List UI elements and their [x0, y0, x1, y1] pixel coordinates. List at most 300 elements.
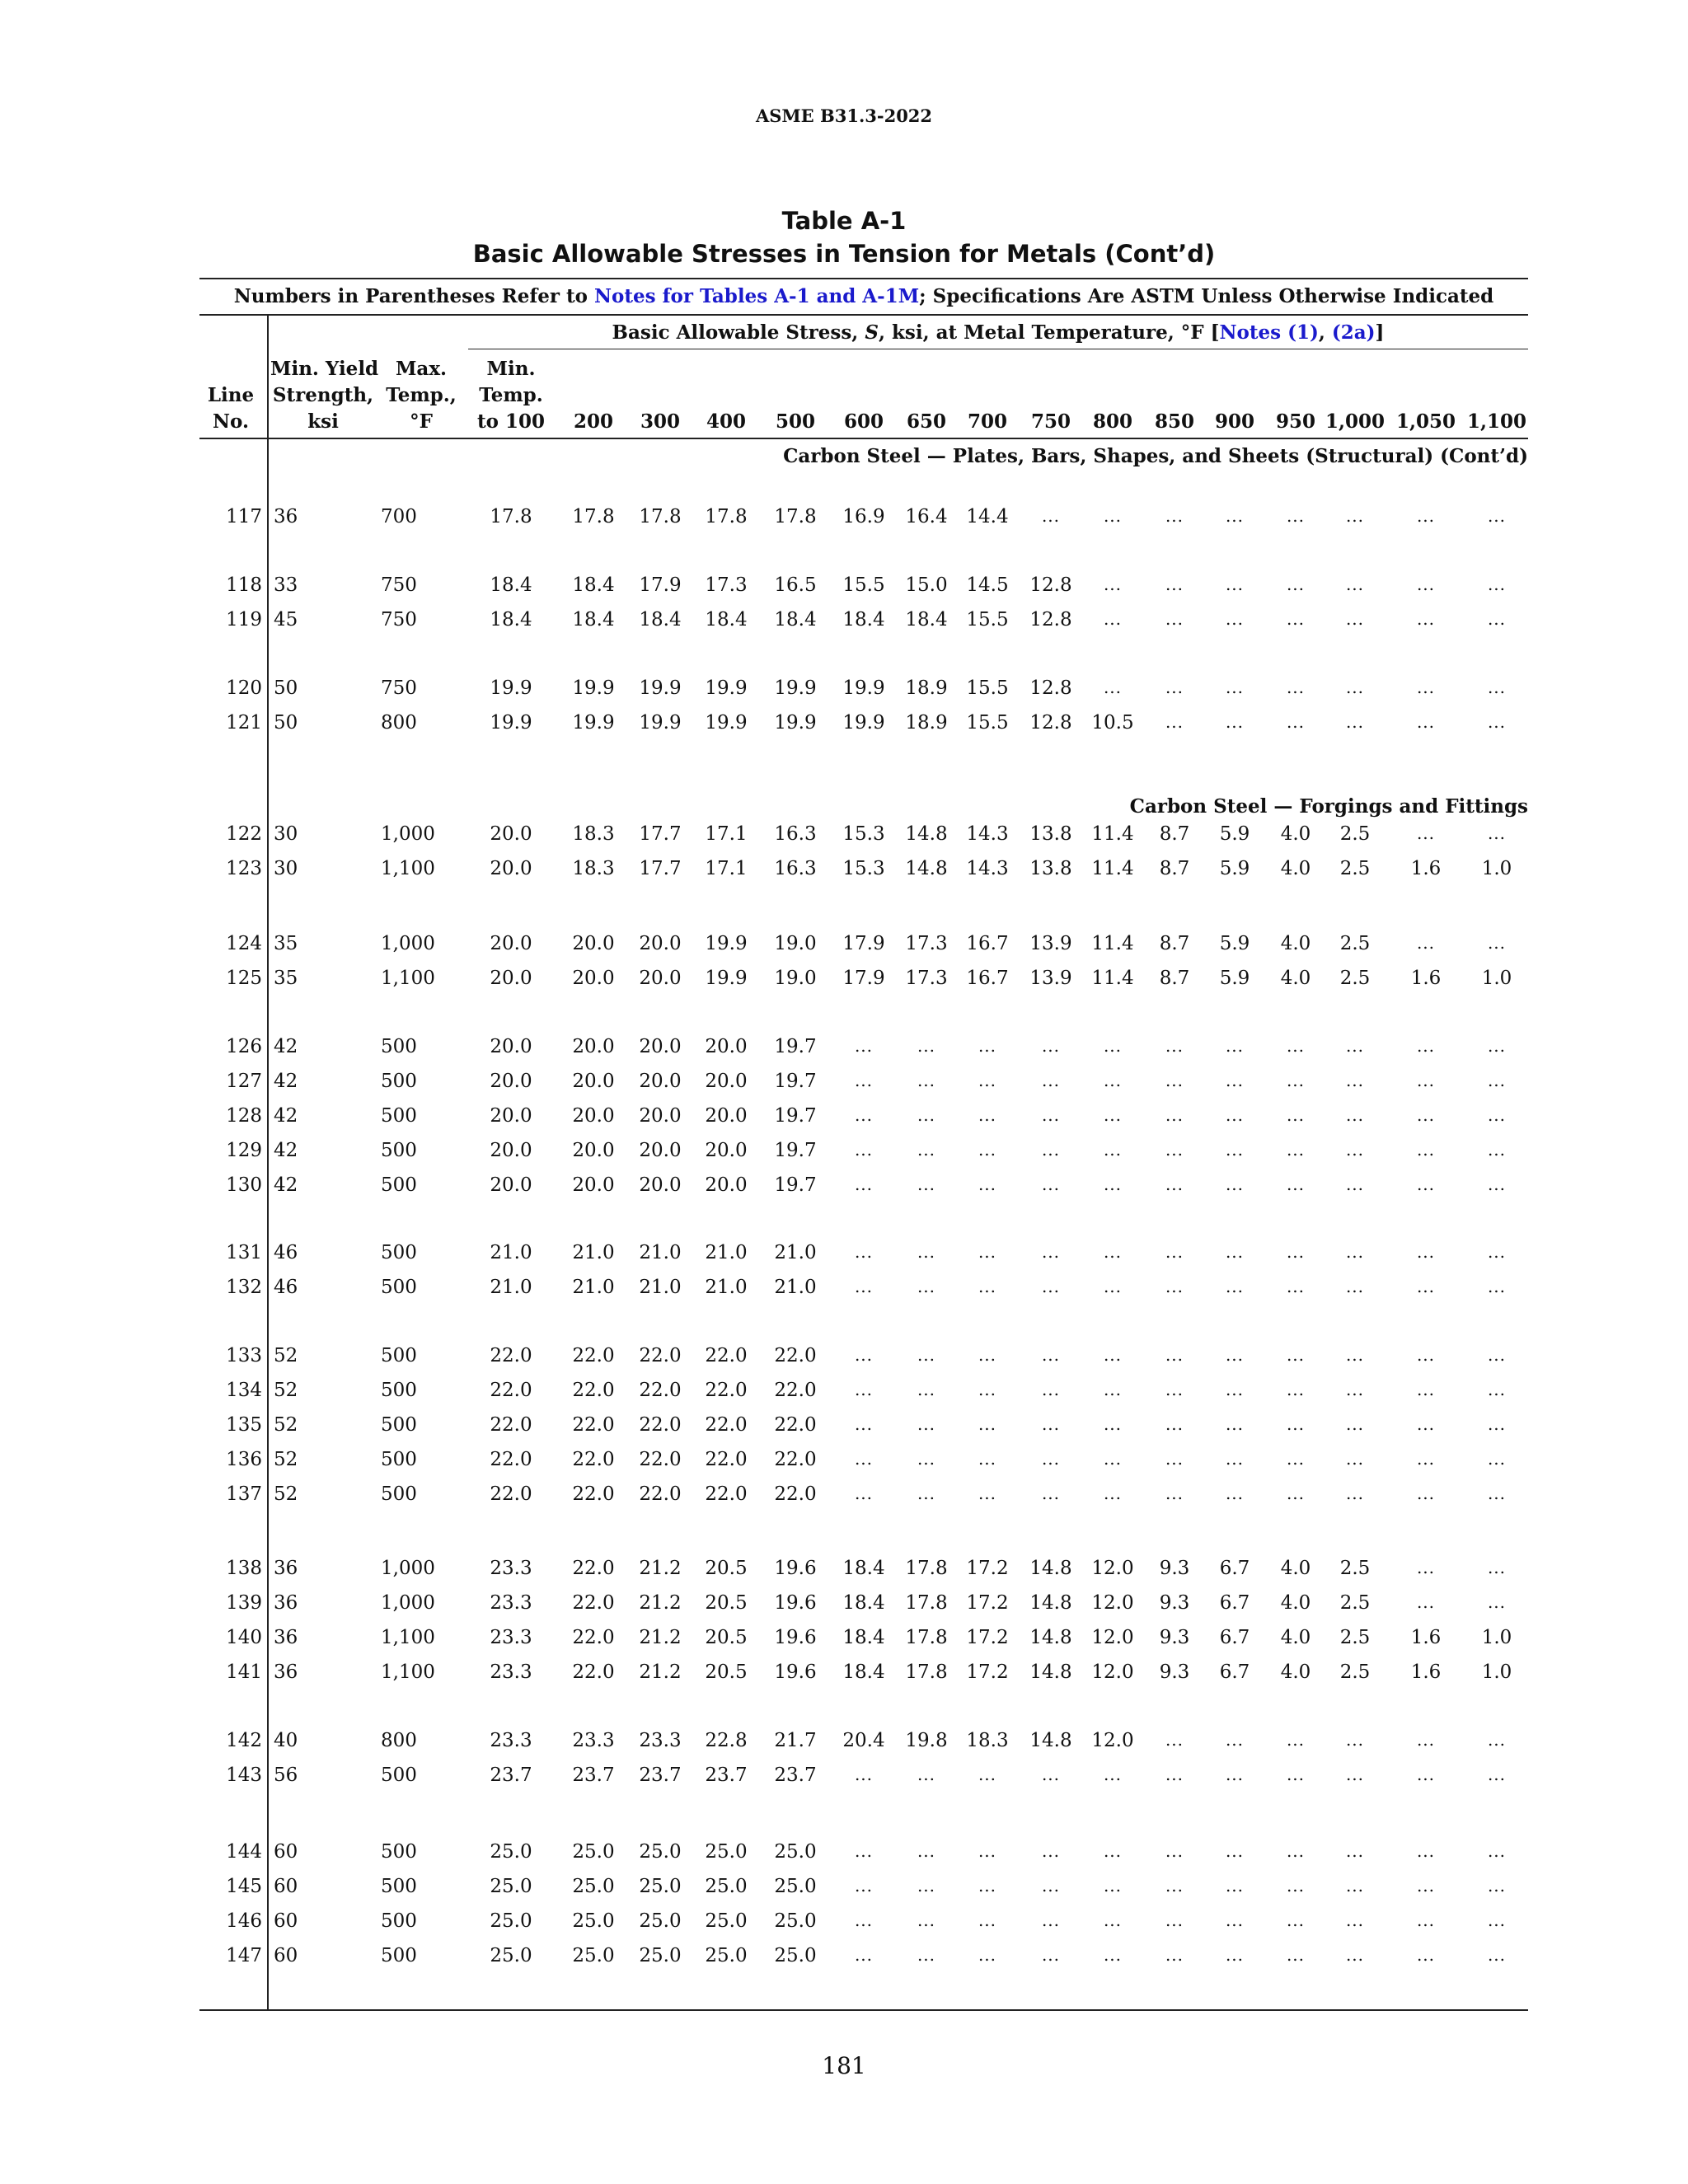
stress-cell: 19.0 [774, 933, 817, 954]
stress-cell: 20.0 [572, 968, 615, 989]
stress-cell: 19.6 [774, 1558, 817, 1579]
stress-cell: 17.2 [966, 1627, 1009, 1648]
stress-cell: 22.0 [572, 1483, 615, 1505]
stress-cell: ... [1286, 1876, 1306, 1896]
stress-cell: ... [1487, 1876, 1507, 1896]
stress-cell: 18.9 [905, 712, 948, 733]
header-temp-3: 500 [775, 410, 815, 433]
notes-banner-suffix: ; Specifications Are ASTM Unless Otherwise Indicated [919, 285, 1494, 307]
stress-cell: ... [978, 1945, 997, 1965]
stress-cell: ... [1416, 1592, 1436, 1612]
stress-cell: ... [1286, 506, 1306, 526]
stress-cell: 1.0 [1481, 1627, 1512, 1648]
stress-cell: 18.4 [842, 1592, 885, 1614]
stress-cell: ... [1286, 1449, 1306, 1469]
stress-cell: ... [917, 1105, 936, 1125]
stress-cell: ... [1416, 1910, 1436, 1930]
stress-cell: ... [1487, 1174, 1507, 1194]
stress-cell: 16.3 [774, 858, 817, 879]
max-temp-cell: 500 [381, 1140, 417, 1161]
stress-cell: ... [1345, 1945, 1365, 1965]
line-number: 127 [226, 1071, 262, 1092]
max-temp-cell: 1,100 [381, 858, 435, 879]
stress-cell: ... [1103, 1841, 1123, 1861]
stress-cell: 17.8 [774, 506, 817, 527]
stress-cell: ... [854, 1242, 874, 1262]
stress-cell: 20.0 [490, 1036, 532, 1057]
max-temp-cell: 500 [381, 1449, 417, 1470]
max-temp-cell: 500 [381, 1277, 417, 1298]
stress-cell: ... [1041, 1242, 1061, 1262]
stress-cell: 17.9 [639, 574, 682, 596]
stress-cell: ... [1225, 1730, 1245, 1750]
stress-cell: 25.0 [774, 1910, 817, 1932]
stress-cell: ... [1487, 1036, 1507, 1056]
stress-cell: ... [854, 1140, 874, 1160]
stress-cell: 6.7 [1219, 1627, 1250, 1648]
stress-cell: ... [1345, 1277, 1365, 1296]
line-number: 140 [226, 1627, 262, 1648]
max-temp-cell: 1,000 [381, 1558, 435, 1579]
stress-cell: 18.4 [842, 609, 885, 630]
stress-cell: ... [1103, 1945, 1123, 1965]
stress-cell: 8.7 [1159, 858, 1190, 879]
stress-cell: 17.1 [705, 858, 748, 879]
stress-cell: 1.0 [1481, 968, 1512, 989]
stress-cell: ... [1345, 574, 1365, 594]
line-number: 132 [226, 1277, 262, 1298]
stress-cell: 2.5 [1339, 1627, 1371, 1648]
stress-cell: ... [1416, 933, 1436, 953]
stress-cell: ... [1103, 506, 1123, 526]
line-number: 130 [226, 1174, 262, 1196]
max-temp-cell: 800 [381, 1730, 417, 1751]
stress-cell: 12.0 [1091, 1592, 1134, 1614]
stress-cell: 25.0 [774, 1876, 817, 1897]
stress-cell: 20.0 [705, 1140, 748, 1161]
stress-cell: 20.0 [490, 1140, 532, 1161]
stress-cell: 20.0 [639, 1036, 682, 1057]
stress-cell: ... [1345, 506, 1365, 526]
max-temp-cell: 1,000 [381, 823, 435, 845]
stress-cell: 21.0 [572, 1277, 615, 1298]
stress-cell: 21.0 [774, 1277, 817, 1298]
stress-cell: 9.3 [1159, 1661, 1190, 1683]
stress-cell: 17.7 [639, 823, 682, 845]
stress-cell: ... [1286, 1945, 1306, 1965]
stress-cell: 5.9 [1219, 858, 1250, 879]
stress-cell: ... [978, 1071, 997, 1090]
line-number: 128 [226, 1105, 262, 1127]
stress-cell: 25.0 [705, 1841, 748, 1863]
stress-cell: ... [1487, 1558, 1507, 1577]
stress-cell: 17.8 [905, 1592, 948, 1614]
stress-cell: ... [854, 1277, 874, 1296]
note-2a-link[interactable]: (2a) [1331, 321, 1376, 344]
running-head: ASME B31.3-2022 [755, 105, 933, 126]
stress-cell: ... [978, 1910, 997, 1930]
stress-cell: ... [1103, 1876, 1123, 1896]
stress-cell: 22.0 [572, 1380, 615, 1401]
stress-cell: 18.4 [842, 1661, 885, 1683]
stress-cell: 19.6 [774, 1627, 817, 1648]
stress-cell: 22.0 [774, 1483, 817, 1505]
stress-cell: ... [1345, 1242, 1365, 1262]
stress-cell: 13.8 [1029, 858, 1072, 879]
stress-cell: 22.0 [774, 1345, 817, 1366]
stress-cell: ... [1416, 1242, 1436, 1262]
line-number: 129 [226, 1140, 262, 1161]
line-number: 138 [226, 1558, 262, 1579]
stress-cell: ... [1487, 1945, 1507, 1965]
stress-cell: 18.4 [774, 609, 817, 630]
stress-cell: ... [978, 1841, 997, 1861]
stress-cell: 21.0 [774, 1242, 817, 1263]
stress-cell: ... [1286, 712, 1306, 732]
min-yield-cell: 52 [274, 1380, 298, 1401]
stress-cell: 21.0 [705, 1277, 748, 1298]
stress-cell: ... [978, 1483, 997, 1503]
stress-cell: 17.7 [639, 858, 682, 879]
stress-cell: ... [1103, 1036, 1123, 1056]
stress-cell: ... [1487, 1910, 1507, 1930]
stress-cell: 19.0 [774, 968, 817, 989]
note-1-link[interactable]: Notes (1) [1219, 321, 1319, 344]
section-heading-structural: Carbon Steel — Plates, Bars, Shapes, and Sheets (Structural) (Cont’d) [783, 445, 1528, 467]
stress-cell: 4.0 [1280, 1558, 1311, 1579]
stress-cell: 25.0 [639, 1876, 682, 1897]
stress-cell: ... [1487, 1380, 1507, 1399]
max-temp-cell: 500 [381, 1483, 417, 1505]
stress-cell: 18.4 [572, 609, 615, 630]
stress-cell: 22.0 [639, 1345, 682, 1366]
stress-cell: 14.8 [1029, 1661, 1072, 1683]
stress-cell: ... [1416, 677, 1436, 697]
stress-cell: 8.7 [1159, 968, 1190, 989]
min-yield-cell: 52 [274, 1449, 298, 1470]
stress-cell: 19.9 [842, 712, 885, 733]
stress-cell: 19.9 [705, 933, 748, 954]
line-number: 135 [226, 1414, 262, 1436]
line-number: 125 [226, 968, 262, 989]
stress-cell: ... [1103, 609, 1123, 629]
stress-cell: ... [1286, 1910, 1306, 1930]
stress-cell: 18.4 [490, 574, 532, 596]
stress-cell: ... [1165, 1449, 1184, 1469]
stress-cell: 22.0 [639, 1449, 682, 1470]
stress-cell: 21.0 [490, 1242, 532, 1263]
max-temp-cell: 500 [381, 1105, 417, 1127]
min-yield-cell: 42 [274, 1071, 298, 1092]
stress-cell: 14.8 [905, 823, 948, 845]
stress-cell: ... [1416, 1071, 1436, 1090]
stress-cell: 23.3 [490, 1627, 532, 1648]
max-temp-cell: 1,000 [381, 933, 435, 954]
stress-cell: ... [1416, 1558, 1436, 1577]
stress-cell: 2.5 [1339, 858, 1371, 879]
stress-cell: 19.7 [774, 1140, 817, 1161]
stress-cell: ... [1286, 1765, 1306, 1784]
stress-cell: 1.0 [1481, 858, 1512, 879]
stress-cell: ... [978, 1449, 997, 1469]
stress-cell: ... [917, 1242, 936, 1262]
span-header-prefix: Basic Allowable Stress, [612, 321, 865, 344]
stress-cell: ... [1103, 1345, 1123, 1365]
stress-cell: ... [1225, 1449, 1245, 1469]
stress-cell: ... [1345, 1876, 1365, 1896]
stress-cell: 14.8 [1029, 1627, 1072, 1648]
stress-cell: ... [1165, 1071, 1184, 1090]
stress-cell: ... [1345, 1036, 1365, 1056]
stress-cell: ... [1225, 1380, 1245, 1399]
stress-cell: ... [1165, 1345, 1184, 1365]
stress-cell: ... [854, 1483, 874, 1503]
stress-cell: ... [917, 1380, 936, 1399]
stress-cell: 25.0 [639, 1841, 682, 1863]
stress-cell: ... [1286, 609, 1306, 629]
stress-cell: 22.0 [774, 1380, 817, 1401]
stress-cell: ... [1165, 506, 1184, 526]
header-min-yield: Min. Yield Strength, ksi [270, 358, 379, 433]
stress-cell: ... [1487, 823, 1507, 843]
stress-cell: 18.9 [905, 677, 948, 699]
stress-cell: ... [1225, 1036, 1245, 1056]
stress-cell: 22.0 [572, 1558, 615, 1579]
min-yield-cell: 46 [274, 1277, 298, 1298]
stress-cell: ... [1416, 574, 1436, 594]
header-temp-10: 900 [1214, 410, 1254, 433]
min-yield-cell: 60 [274, 1841, 298, 1863]
stress-cell: ... [978, 1876, 997, 1896]
stress-cell: 15.5 [842, 574, 885, 596]
stress-cell: ... [1225, 1765, 1245, 1784]
stress-cell: ... [1225, 1345, 1245, 1365]
line-number: 123 [226, 858, 262, 879]
stress-cell: 22.0 [705, 1414, 748, 1436]
max-temp-cell: 500 [381, 1345, 417, 1366]
stress-cell: 12.0 [1091, 1730, 1134, 1751]
stress-cell: ... [1487, 1277, 1507, 1296]
stress-cell: 14.8 [1029, 1558, 1072, 1579]
stress-cell: ... [1345, 1483, 1365, 1503]
stress-cell: 17.1 [705, 823, 748, 845]
stress-cell: ... [854, 1765, 874, 1784]
stress-cell: 22.0 [572, 1414, 615, 1436]
max-temp-cell: 700 [381, 506, 417, 527]
stress-cell: ... [1286, 1071, 1306, 1090]
stress-cell: ... [978, 1036, 997, 1056]
stress-cell: ... [1041, 506, 1061, 526]
stress-cell: ... [1286, 1345, 1306, 1365]
min-yield-cell: 30 [274, 823, 298, 845]
stress-cell: ... [1041, 1765, 1061, 1784]
stress-cell: ... [917, 1414, 936, 1434]
min-yield-cell: 45 [274, 609, 298, 630]
stress-cell: 20.0 [639, 1140, 682, 1161]
stress-cell: 2.5 [1339, 933, 1371, 954]
stress-cell: ... [1165, 1414, 1184, 1434]
stress-cell: ... [1103, 1105, 1123, 1125]
stress-cell: 25.0 [639, 1910, 682, 1932]
stress-cell: ... [1225, 1174, 1245, 1194]
stress-cell: ... [1041, 1483, 1061, 1503]
max-temp-cell: 500 [381, 1071, 417, 1092]
header-temp-14: 1,100 [1466, 410, 1527, 433]
min-yield-cell: 36 [274, 1592, 298, 1614]
stress-cell: ... [1286, 1105, 1306, 1125]
stress-cell: ... [1286, 1380, 1306, 1399]
line-number: 144 [226, 1841, 262, 1863]
max-temp-cell: 500 [381, 1174, 417, 1196]
stress-cell: ... [1041, 1841, 1061, 1861]
stress-cell: 25.0 [572, 1910, 615, 1932]
stress-cell: ... [1416, 1380, 1436, 1399]
stress-cell: ... [1041, 1071, 1061, 1090]
header-temp-0: 200 [573, 410, 613, 433]
stress-cell: 19.9 [705, 712, 748, 733]
stress-cell: ... [1345, 1841, 1365, 1861]
stress-cell: 16.4 [905, 506, 948, 527]
line-number: 117 [226, 506, 262, 527]
min-yield-cell: 42 [274, 1174, 298, 1196]
stress-cell: 20.0 [490, 1071, 532, 1092]
line-number: 131 [226, 1242, 262, 1263]
min-yield-cell: 33 [274, 574, 298, 596]
stress-cell: 17.9 [842, 933, 885, 954]
stress-cell: ... [1225, 1242, 1245, 1262]
stress-cell: 20.5 [705, 1661, 748, 1683]
stress-cell: ... [1487, 1140, 1507, 1160]
stress-cell: ... [1416, 1277, 1436, 1296]
min-yield-cell: 30 [274, 858, 298, 879]
stress-cell: 14.8 [1029, 1592, 1072, 1614]
line-number: 145 [226, 1876, 262, 1897]
stress-cell: ... [854, 1876, 874, 1896]
stress-cell: ... [854, 1414, 874, 1434]
min-yield-cell: 36 [274, 506, 298, 527]
stress-cell: 21.2 [639, 1592, 682, 1614]
stress-cell: 21.2 [639, 1627, 682, 1648]
stress-cell: ... [917, 1277, 936, 1296]
max-temp-cell: 750 [381, 677, 417, 699]
stress-cell: 4.0 [1280, 858, 1311, 879]
stress-cell: 20.0 [705, 1071, 748, 1092]
stress-cell: 22.0 [572, 1627, 615, 1648]
stress-cell: ... [917, 1841, 936, 1861]
header-temp-5: 650 [906, 410, 946, 433]
line-number: 120 [226, 677, 262, 699]
line-number: 119 [226, 609, 262, 630]
stress-cell: 18.4 [572, 574, 615, 596]
min-yield-cell: 42 [274, 1105, 298, 1127]
stress-cell: ... [1165, 1380, 1184, 1399]
stress-cell: ... [1286, 574, 1306, 594]
stress-cell: 22.0 [572, 1661, 615, 1683]
stress-cell: 17.2 [966, 1558, 1009, 1579]
stress-cell: ... [1345, 609, 1365, 629]
max-temp-cell: 500 [381, 1910, 417, 1932]
stress-cell: ... [1487, 1730, 1507, 1750]
stress-cell: ... [1103, 1140, 1123, 1160]
stress-cell: ... [1487, 574, 1507, 594]
stress-cell: 9.3 [1159, 1627, 1190, 1648]
min-yield-cell: 60 [274, 1910, 298, 1932]
stress-cell: 6.7 [1219, 1558, 1250, 1579]
stress-cell: ... [1165, 1174, 1184, 1194]
stress-cell: ... [1416, 823, 1436, 843]
stress-cell: 12.8 [1029, 677, 1072, 699]
stress-cell: 20.0 [572, 1105, 615, 1127]
stress-cell: 20.0 [490, 1174, 532, 1196]
stress-cell: 22.0 [639, 1380, 682, 1401]
stress-cell: ... [1416, 1449, 1436, 1469]
stress-cell: ... [1487, 933, 1507, 953]
stress-cell: ... [1345, 1910, 1365, 1930]
stress-cell: ... [1165, 1876, 1184, 1896]
header-temp-1: 300 [640, 410, 680, 433]
stress-cell: 20.0 [572, 1036, 615, 1057]
stress-cell: 19.7 [774, 1071, 817, 1092]
stress-cell: ... [1416, 1174, 1436, 1194]
stress-cell: ... [1345, 1105, 1365, 1125]
stress-cell: ... [1345, 1414, 1365, 1434]
stress-cell: 19.9 [490, 677, 532, 699]
stress-cell: ... [1286, 1242, 1306, 1262]
stress-cell: 21.0 [639, 1277, 682, 1298]
stress-cell: 23.3 [572, 1730, 615, 1751]
stress-cell: 18.4 [842, 1558, 885, 1579]
stress-cell: ... [1165, 1277, 1184, 1296]
header-temp-8: 800 [1092, 410, 1132, 433]
line-number: 124 [226, 933, 262, 954]
stress-cell: 16.7 [966, 933, 1009, 954]
stress-cell: 19.9 [572, 677, 615, 699]
stress-cell: ... [1487, 609, 1507, 629]
stress-cell: 15.5 [966, 609, 1009, 630]
stress-cell: 5.9 [1219, 968, 1250, 989]
stress-cell: 17.8 [705, 506, 748, 527]
stress-cell: ... [854, 1174, 874, 1194]
stress-cell: ... [1286, 1277, 1306, 1296]
stress-cell: 4.0 [1280, 968, 1311, 989]
stress-cell: 22.0 [705, 1380, 748, 1401]
min-yield-cell: 36 [274, 1627, 298, 1648]
stress-cell: ... [1225, 609, 1245, 629]
max-temp-cell: 1,100 [381, 1627, 435, 1648]
stress-cell: 4.0 [1280, 823, 1311, 845]
min-yield-cell: 50 [274, 677, 298, 699]
stress-cell: 25.0 [572, 1876, 615, 1897]
stress-cell: ... [1286, 1730, 1306, 1750]
stress-cell: ... [1416, 1345, 1436, 1365]
max-temp-cell: 750 [381, 609, 417, 630]
stress-cell: 25.0 [639, 1945, 682, 1966]
header-temp-6: 700 [967, 410, 1007, 433]
stress-cell: ... [1041, 1380, 1061, 1399]
line-number: 141 [226, 1661, 262, 1683]
notes-link[interactable]: Notes for Tables A-1 and A-1M [594, 285, 920, 307]
stress-cell: 20.0 [639, 968, 682, 989]
line-number: 142 [226, 1730, 262, 1751]
stress-cell: 22.0 [774, 1449, 817, 1470]
stress-cell: ... [1041, 1910, 1061, 1930]
stress-cell: 2.5 [1339, 1592, 1371, 1614]
stress-cell: ... [917, 1449, 936, 1469]
min-yield-cell: 52 [274, 1483, 298, 1505]
stress-cell: 17.8 [905, 1558, 948, 1579]
stress-cell: 18.4 [705, 609, 748, 630]
stress-cell: 25.0 [490, 1910, 532, 1932]
